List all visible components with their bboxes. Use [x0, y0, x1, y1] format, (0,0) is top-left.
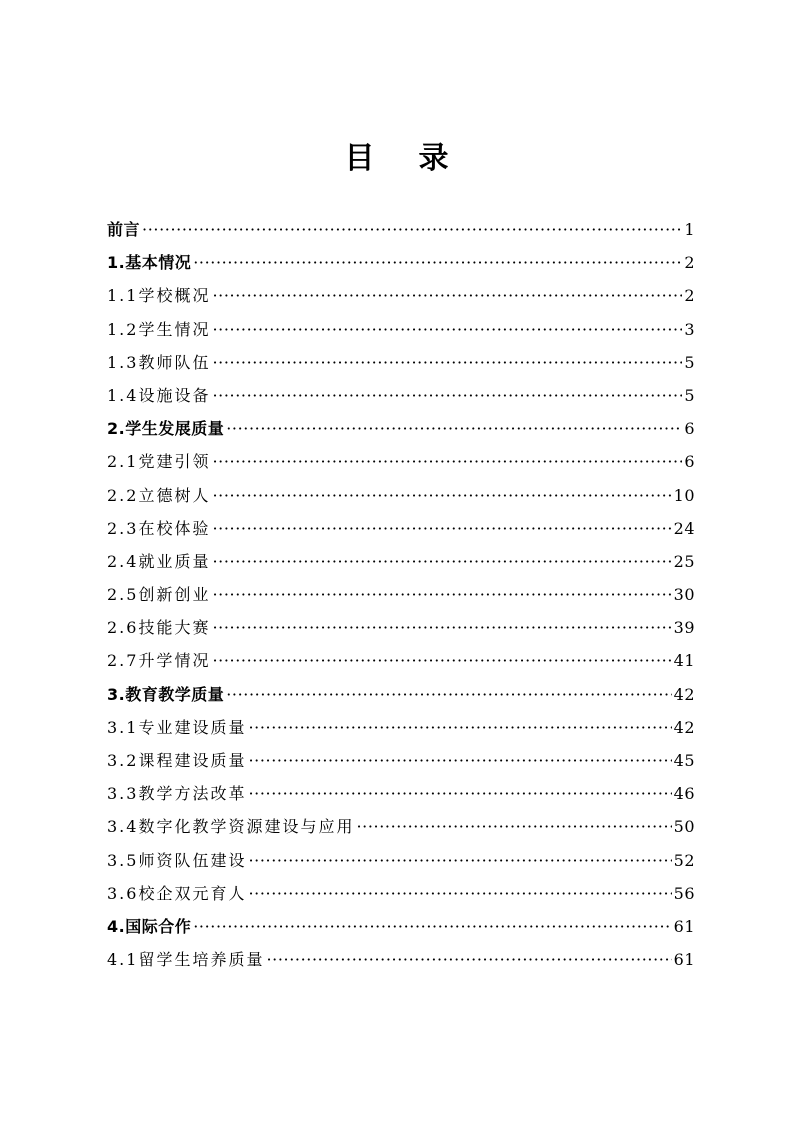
toc-entry-page-number: 50 — [673, 817, 695, 837]
toc-entry[interactable] — [107, 246, 695, 279]
dot-leader — [248, 777, 671, 810]
toc-entry-label: 2.2立德树人 — [107, 485, 211, 505]
toc-entry-label: 2.4就业质量 — [107, 551, 211, 571]
toc-entry-label: 3.6校企双元育人 — [107, 883, 247, 903]
toc-entry-label: 2.1党建引领 — [107, 452, 211, 472]
dot-leader — [212, 346, 682, 379]
toc-entry-label: 3.4数字化教学资源建设与应用 — [107, 817, 355, 837]
toc-entry-page-number: 5 — [684, 385, 695, 405]
toc-entry[interactable] — [107, 479, 695, 512]
dot-leader — [193, 910, 671, 943]
toc-entry[interactable] — [107, 379, 695, 412]
toc-entry-page-number: 2 — [684, 286, 695, 306]
toc-entry-page-number: 5 — [684, 352, 695, 372]
toc-entry-page-number: 61 — [673, 916, 695, 936]
dot-leader — [266, 943, 671, 976]
toc-entry-label: 3.5师资队伍建设 — [107, 850, 247, 870]
toc-entry[interactable] — [107, 777, 695, 810]
table-of-contents — [107, 213, 695, 976]
dot-leader — [193, 246, 682, 279]
toc-entry-label: 前言 — [107, 220, 141, 239]
toc-entry[interactable] — [107, 611, 695, 644]
toc-entry[interactable] — [107, 412, 695, 445]
toc-entry-page-number: 6 — [684, 452, 695, 472]
toc-entry-label: 2.6技能大赛 — [107, 618, 211, 638]
toc-entry-page-number: 10 — [673, 485, 695, 505]
toc-entry-label: 1.基本情况 — [107, 253, 192, 273]
toc-entry-page-number: 41 — [673, 651, 695, 671]
toc-entry-page-number: 56 — [673, 883, 695, 903]
toc-entry[interactable] — [107, 512, 695, 545]
dot-leader — [212, 479, 671, 512]
toc-entry-page-number: 1 — [684, 220, 695, 239]
toc-entry-label: 1.3教师队伍 — [107, 352, 211, 372]
toc-entry-label: 2.7升学情况 — [107, 651, 211, 671]
dot-leader — [248, 844, 671, 877]
toc-entry-page-number: 52 — [673, 850, 695, 870]
toc-entry-page-number: 39 — [673, 618, 695, 638]
toc-entry-label: 3.2课程建设质量 — [107, 751, 247, 770]
toc-entry[interactable] — [107, 943, 695, 976]
toc-entry-label: 4.1留学生培养质量 — [107, 950, 265, 970]
dot-leader — [212, 313, 682, 346]
toc-entry[interactable] — [107, 346, 695, 379]
toc-entry-label: 2.5创新创业 — [107, 585, 211, 605]
toc-entry-label: 2.3在校体验 — [107, 518, 211, 538]
toc-entry[interactable] — [107, 910, 695, 943]
toc-entry[interactable] — [107, 213, 695, 246]
toc-entry-page-number: 45 — [673, 751, 695, 770]
toc-entry-label: 3.教育教学质量 — [107, 684, 225, 704]
toc-entry[interactable] — [107, 678, 695, 711]
toc-entry[interactable] — [107, 810, 695, 843]
toc-entry[interactable] — [107, 844, 695, 877]
toc-entry[interactable] — [107, 578, 695, 611]
dot-leader — [248, 744, 671, 777]
dot-leader — [212, 545, 671, 578]
toc-entry[interactable] — [107, 644, 695, 677]
toc-entry-label: 1.4设施设备 — [107, 385, 211, 405]
dot-leader — [226, 678, 671, 711]
toc-entry-page-number: 3 — [684, 319, 695, 339]
toc-entry[interactable] — [107, 279, 695, 312]
dot-leader — [212, 644, 671, 677]
toc-entry[interactable] — [107, 545, 695, 578]
toc-entry-label: 1.2学生情况 — [107, 319, 211, 339]
toc-entry[interactable] — [107, 744, 695, 777]
toc-entry[interactable] — [107, 445, 695, 478]
toc-entry-page-number: 46 — [673, 784, 695, 804]
toc-entry-page-number: 2 — [684, 253, 695, 273]
toc-entry-page-number: 42 — [673, 684, 695, 704]
toc-entry-page-number: 30 — [673, 585, 695, 605]
toc-entry-page-number: 25 — [673, 551, 695, 571]
toc-entry-label: 4.国际合作 — [107, 916, 192, 936]
toc-entry-label: 3.1专业建设质量 — [107, 717, 247, 737]
dot-leader — [142, 213, 682, 246]
dot-leader — [212, 279, 682, 312]
toc-entry-page-number: 6 — [684, 419, 695, 439]
dot-leader — [212, 512, 671, 545]
dot-leader — [356, 810, 671, 843]
dot-leader — [212, 578, 671, 611]
dot-leader — [212, 379, 682, 412]
toc-entry[interactable] — [107, 711, 695, 744]
toc-entry-label: 3.3教学方法改革 — [107, 784, 247, 804]
toc-title: 目录 — [344, 141, 493, 176]
dot-leader — [248, 877, 671, 910]
dot-leader — [226, 412, 682, 445]
dot-leader — [212, 445, 682, 478]
toc-entry-label: 2.学生发展质量 — [107, 419, 225, 439]
dot-leader — [248, 711, 671, 744]
toc-entry-label: 1.1学校概况 — [107, 286, 211, 306]
toc-entry[interactable] — [107, 877, 695, 910]
dot-leader — [212, 611, 671, 644]
toc-entry-page-number: 42 — [673, 717, 695, 737]
toc-entry[interactable] — [107, 313, 695, 346]
toc-entry-page-number: 24 — [673, 518, 695, 538]
toc-entry-page-number: 61 — [673, 950, 695, 970]
